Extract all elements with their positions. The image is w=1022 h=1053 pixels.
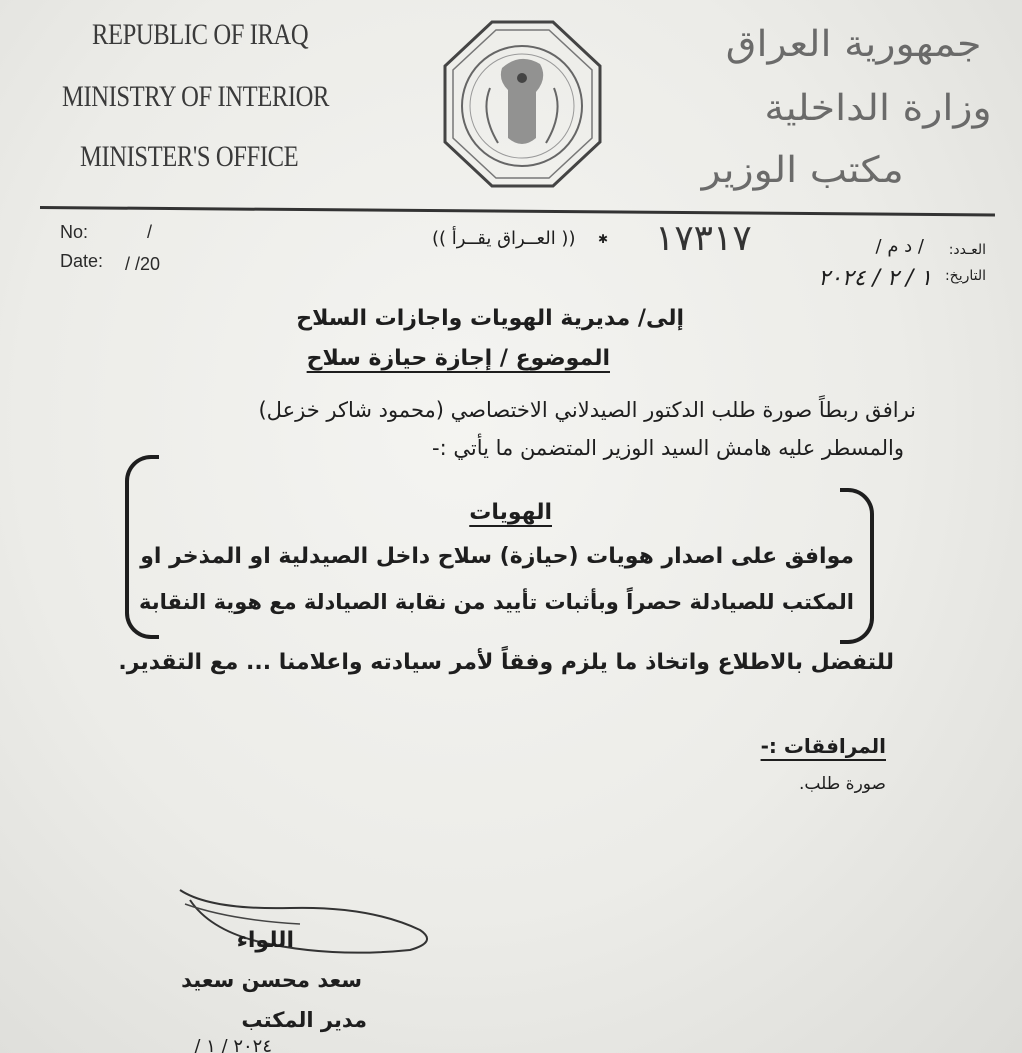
- attachments-label: المرافقات :-: [760, 734, 886, 758]
- header-en-office: MINISTER'S OFFICE: [80, 140, 299, 173]
- paragraph-line-1: نرافق ربطاً صورة طلب الدكتور الصيدلاني الاختصاصي (محمود شاكر خزعل): [258, 398, 916, 422]
- reference-number: ١٧٣١٧: [655, 218, 752, 259]
- ar-no-label: العـدد:: [948, 242, 986, 258]
- note-title: الهويات: [469, 500, 552, 525]
- subject: الموضوع / إجازة حيازة سلاح: [306, 346, 610, 371]
- note-line-2: المكتب للصيادلة حصراً وبأثبات تأييد من نقابة الصيادلة مع هوية النقابة: [138, 590, 854, 614]
- signature-rank: اللواء: [236, 928, 294, 953]
- closing-text: للتفضل بالاطلاع واتخاذ ما يلزم وفقاً لأمر سيادته واعلامنا ... مع التقدير.: [118, 650, 894, 675]
- date-value: / /20: [125, 254, 161, 274]
- signature-title: مدير المكتب: [241, 1008, 367, 1032]
- ministry-seal-icon: [440, 18, 605, 190]
- ar-date-value: ١ / ٢ / ٢٠٢٤: [818, 266, 932, 291]
- signature-date: ٢٠٢٤ / ١ /: [194, 1036, 272, 1053]
- attachments-item: صورة طلب.: [799, 774, 886, 794]
- header-ar-ministry: وزارة الداخلية: [764, 88, 992, 129]
- star-mark: ✱: [598, 232, 609, 246]
- header-en-republic: REPUBLIC OF IRAQ: [92, 18, 309, 51]
- ar-date-label: التاريخ:: [944, 268, 986, 284]
- header-divider: [40, 206, 995, 217]
- slogan: (( العــراق يقــرأ )): [432, 228, 576, 249]
- header-ar-republic: جمهورية العراق: [726, 24, 982, 65]
- paragraph-line-2: والمسطر عليه هامش السيد الوزير المتضمن ما يأتي :-: [432, 436, 904, 460]
- ar-no-value: / د م /: [875, 236, 924, 257]
- signature-name: سعد محسن سعيد: [181, 968, 362, 992]
- addressee: إلى/ مديرية الهويات واجازات السلاح: [296, 306, 684, 331]
- date-label: Date:: [60, 251, 104, 271]
- no-value: /: [147, 222, 153, 242]
- note-line-1: موافق على اصدار هويات (حيازة) سلاح داخل الصيدلية او المذخر او: [140, 544, 854, 569]
- signature-scribble-icon: [170, 880, 440, 960]
- header-ar-office: مكتب الوزير: [701, 150, 904, 191]
- header-en-ministry: MINISTRY OF INTERIOR: [62, 80, 329, 113]
- no-label: No:: [60, 222, 89, 242]
